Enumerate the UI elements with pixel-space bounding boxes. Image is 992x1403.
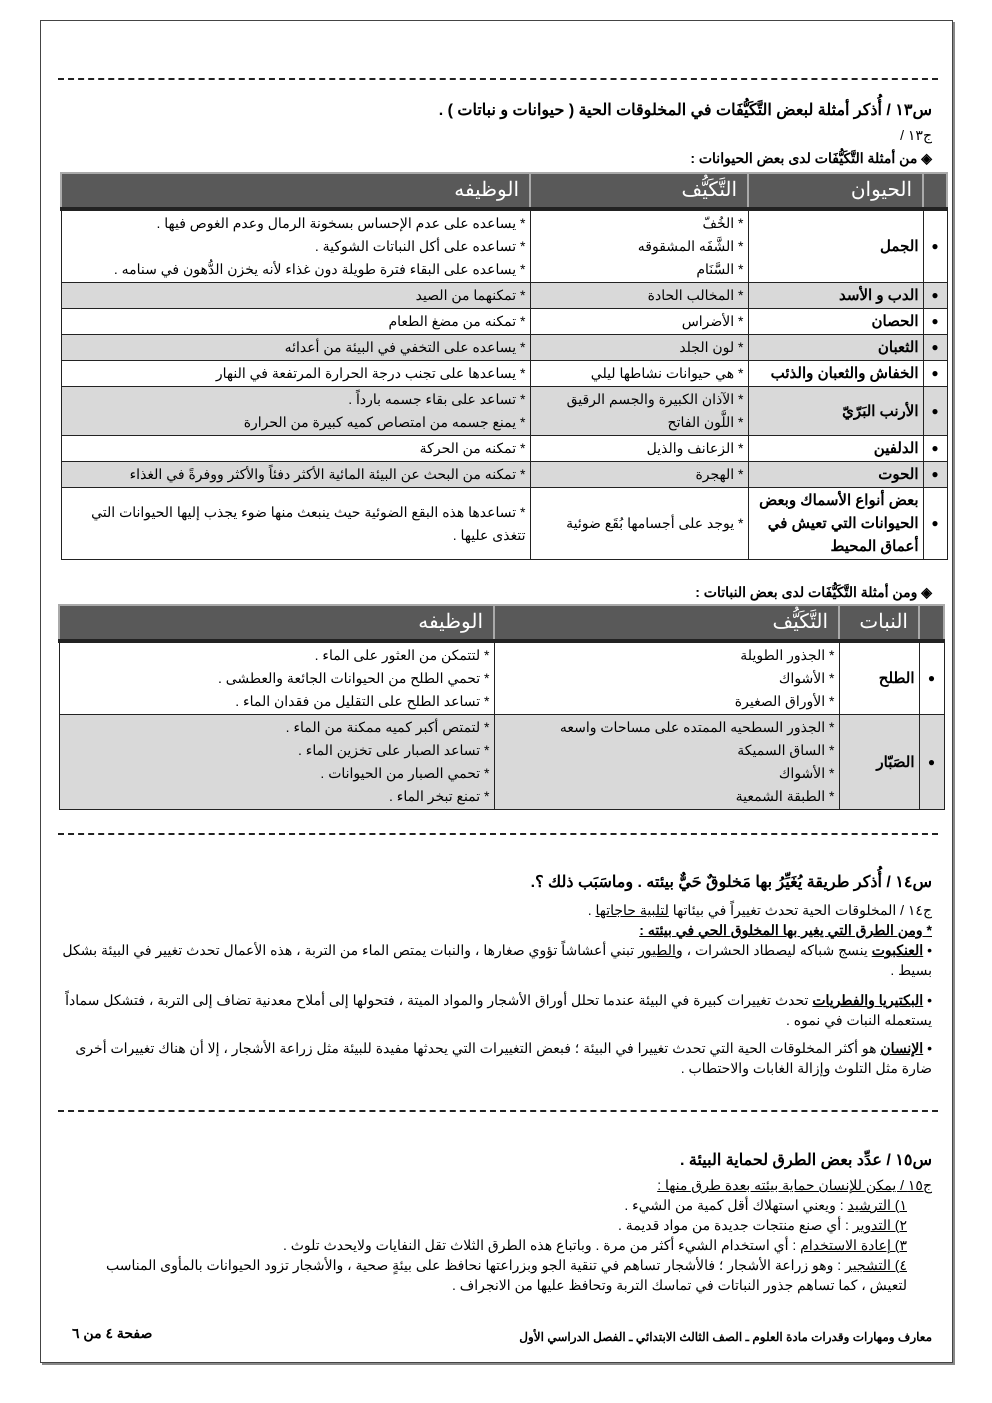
bullet-icon: ● [923,209,947,283]
table-row [61,209,947,283]
function-line: * تساعد الطلح على التقليل من فقدان الماء . [235,693,490,709]
function-cell [59,641,494,715]
function-cell [61,488,530,560]
table-header [59,605,944,641]
adaptation-line: * الآذان الكبيرة والجسم الرقيق [566,391,744,407]
animals-heading: ◈ من أمثلة التَّكَيُّفَات لدى بعض الحيوانات : [690,150,932,166]
adaptation-line: * الأضراس [681,313,744,329]
adaptation-line: * هي حيوانات نشاطها ليلي [590,365,744,381]
table-row [61,335,947,361]
function-line: * لتمتص أكبر كميه ممكنة من الماء . [285,719,490,735]
function-cell [61,309,530,335]
table-row [59,715,944,810]
footer-page-number: صفحة ٤ من ٦ [72,1325,153,1341]
table-row [61,462,947,488]
adaptation-line: * الخُفّ [702,215,744,231]
function-cell [61,335,530,361]
bullet-icon: ● [923,462,947,488]
adaptation-line: * الساق السميكة [737,742,835,758]
answer-14: ج١٤ / المخلوقات الحية تحدث تغييراً في بيئاتها لتلبية حاجاتها . [587,902,932,918]
row-name: الثعبان [748,335,923,361]
adaptation-line: * الأشواك [778,670,835,686]
divider [58,78,938,80]
bullet-icon: ● [923,387,947,436]
plant-adaptations-table [58,604,945,810]
adaptation-line: * لون الجلد [679,339,744,355]
row-name: الصَبّار [839,715,919,810]
row-name: الدب و الأسد [748,283,923,309]
adaptation-line: * الجذور السطحيه الممتده على مساحات واسعه [559,719,835,735]
function-line: * تساعد على بقاء جسمه بارداً . [348,391,526,407]
footer-course: معارف ومهارات وقدرات مادة العلوم ـ الصف الثالث الابتدائي ـ الفصل الدراسي الأول [519,1330,932,1344]
header-function: الوظيفه [61,173,530,209]
function-line: * تساعده على أكل النباتات الشوكية . [314,238,526,254]
function-line: * تمكنهما من الصيد [415,287,526,303]
list-item [80,1235,907,1255]
list-item [80,1215,907,1235]
function-line: * تحمي الصبار من الحيوانات . [320,765,490,781]
method-text: : أي استخدام الشيء أكثر من مرة . وباتباع هذه الطرق الثلاث تقل النفايات ولايحدث تلوث . [282,1237,801,1253]
adaptation-cell [530,209,748,283]
adaptation-line: * الطبقة الشمعية [735,788,835,804]
adaptation-cell [530,436,748,462]
table-header [61,173,947,209]
row-name: بعض أنواع الأسماك وبعض الحيوانات التي تعيش في أعماق المحيط [748,488,923,560]
row-name: الخفاش والثعبان والذئب [748,361,923,387]
adaptation-line: * الجذور الطويلة [740,647,835,663]
adaptation-cell [530,309,748,335]
bullet-icon: ● [923,436,947,462]
table-row [61,387,947,436]
function-line: * يساعده على البقاء فترة طويلة دون غذاء لأنه يخزن الدُّهون في سنامه . [113,261,526,277]
divider [58,833,938,835]
row-name: الطلح [839,641,919,715]
answer-15: ج١٥ / يمكن للإنسان حماية بيئته بعدة طرق منها : [657,1177,932,1193]
animal-adaptations-table [60,172,948,560]
function-line: * لتتمكن من العثور على الماء . [314,647,490,663]
function-cell [61,283,530,309]
question-15-title: س١٥ / عدِّد بعض الطرق لحماية البيئة . [680,1152,932,1169]
function-line: * يساعده على عدم الإحساس بسخونة الرمال وعدم الغوص فيها . [156,215,526,231]
adaptation-line: * الأوراق الصغيرة [734,693,835,709]
plants-heading: ◈ ومن أمثلة التَّكَيُّفَات لدى بعض النباتات : [695,584,932,600]
adaptation-cell [530,387,748,436]
function-line: * تمكنه من الحركة [419,440,526,456]
bullet-icon: ● [923,361,947,387]
function-line: * يمنع جسمه من امتصاص كميه كبيرة من الحرارة [243,414,526,430]
function-cell [61,436,530,462]
row-name: الجمل [748,209,923,283]
function-line: * يساعده على التخفي في البيئة من أعدائه [284,339,526,355]
adaptation-line: * يوجد على أجسامها بُقَع ضوئية [566,515,744,531]
bullet-icon: ● [923,283,947,309]
table-row [61,309,947,335]
function-cell [59,715,494,810]
table-row [61,361,947,387]
adaptation-cell [530,335,748,361]
method-text: : ويعني استهلاك أقل كمية من الشيء . [624,1197,848,1213]
adaptation-line: * اللَّون الفاتح [667,414,744,430]
bullet-icon: ● [923,488,947,560]
list-item [80,1255,907,1295]
function-line: * تساعد الصبار على تخزين الماء . [297,742,490,758]
table-row [61,283,947,309]
header-function: الوظيفه [59,605,494,641]
method-text: : وهو زراعة الأشجار ؛ فالأشجار تساهم في تنقية الجو وبزراعتها نحافظ على بيئةٍ صحية ، والأشجار تزود الحيوانات بالمأوى المناسب لتعيش ، كما تساهم جذور النباتات في تماسك التربة وتحافظ عليها من الانجراف . [106,1257,907,1293]
adaptation-line: * الشَّفَه المشقوقه [637,238,744,254]
adaptation-line: * الأشواك [778,765,835,781]
function-cell [61,361,530,387]
answer-13-label: ج١٣ / [900,127,932,143]
function-line: * تمكنه من البحث عن البيئة المائية الأكثر دفئاً والأكثر ووفرةً في الغذاء [129,466,526,482]
table-row [61,488,947,560]
question-14-title: س١٤ / أُذكر طريقة يُغَيِّرُ بها مَخلوقٌ حَيٌّ بيئته . وماسَبَب ذلك ؟. [530,874,932,891]
adaptation-cell [530,488,748,560]
header-adaptation: التَّكَيُّف [530,173,748,209]
adaptation-cell [530,283,748,309]
adaptation-cell [530,361,748,387]
paragraph-spider: • العنكبوت ينسج شباكه ليصطاد الحشرات ، والطيور تبني أعشاشاً تؤوي صغارها ، والنبات يمتص الماء من التربة ، هذه الأعمال تحدث تغيير في البيئة بشكل بسيط . [62,942,932,978]
adaptation-cell [530,462,748,488]
function-line: * تحمي الطلح من الحيوانات الجائعة والعطشى . [217,670,490,686]
adaptation-line: * الزعانف والذيل [646,440,744,456]
function-cell [61,209,530,283]
function-line: * يساعدها على تجنب درجة الحرارة المرتفعة في النهار [215,365,526,381]
bullet-icon: ● [919,715,944,810]
function-line: * تمنع تبخر الماء . [388,788,490,804]
table-row [61,436,947,462]
question-13-title: س١٣ / أُذكر أمثلة لبعض التَّكَيُّفَات في المخلوقات الحية ( حيوانات و نباتات ) . [438,102,932,119]
adaptation-line: * السَّنَام [696,261,744,277]
function-cell [61,387,530,436]
method-text: : أي صنع منتجات جديدة من مواد قديمة . [618,1217,853,1233]
protection-methods-list [80,1195,907,1295]
adaptation-line: * الهجرة [695,466,744,482]
bullet-icon: ● [919,641,944,715]
method-term: ١) الترشيد [847,1197,907,1213]
row-name: الدلفين [748,436,923,462]
list-item [80,1195,907,1215]
adaptation-cell [494,641,839,715]
table-row [59,641,944,715]
paragraph-human: • الإنسان هو أكثر المخلوقات الحية التي تحدث تغييرا في البيئة ؛ فبعض التغييرات التي يحدثها مفيدة للبيئة مثل زراعة الأشجار ، إلا أن هناك تغييرات أخرى ضارة مثل التلوث وإزالة الغابات والاحتطاب . [75,1040,932,1076]
row-name: الحوت [748,462,923,488]
function-cell [61,462,530,488]
row-name: الحصان [748,309,923,335]
function-line: * تمكنه من مضغ الطعام [388,313,526,329]
adaptation-cell [494,715,839,810]
header-adaptation: التَّكَيُّف [494,605,839,641]
ways-heading: * ومن الطرق التي يغير بها المخلوق الحي في بيئته : [639,922,932,938]
bullet-icon: ● [923,309,947,335]
header-plant: النبات [839,605,919,641]
row-name: الأرنب البَرّيّ [748,387,923,436]
function-line: * تساعدها هذه البقع الضوئية حيث ينبعث منها ضوء يجذب إليها الحيوانات التي تتغذى عليها . [91,503,526,543]
method-term: ٤) التشجير [845,1257,907,1273]
method-term: ٣) إعادة الاستخدام [800,1237,907,1253]
header-animal: الحيوان [748,173,923,209]
paragraph-bacteria: • البكتيريا والفطريات تحدث تغييرات كبيرة في البيئة عندما تحلل أوراق الأشجار والمواد الميتة ، فتحولها إلى أملاح معدنية تضاف إلى التربة ، فتشكل سماداً يستعمله النبات في نموه . [65,992,932,1028]
adaptation-line: * المخالب الحادة [647,287,744,303]
method-term: ٢) التدوير [852,1217,907,1233]
bullet-icon: ● [923,335,947,361]
divider [58,1110,938,1112]
